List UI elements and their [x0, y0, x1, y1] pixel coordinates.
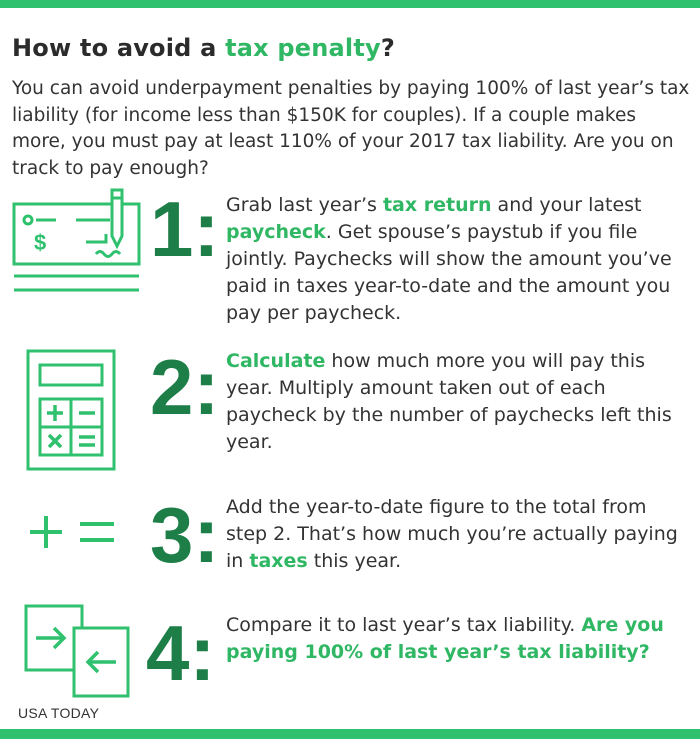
calculator-icon: [26, 349, 118, 473]
step-2-text: [226, 348, 688, 456]
step-1-text: [226, 192, 688, 327]
bottom-accent-bar: [0, 729, 700, 739]
step-text-segment: how much more you will pay this year. Multiply amount taken out of each paycheck by the number of paychecks left this year.: [226, 350, 672, 453]
step-text-segment: Are you paying 100% of last year’s tax liability?: [226, 614, 664, 663]
title-prefix: How to avoid a: [12, 34, 226, 62]
step-4-number: 4:: [146, 609, 216, 697]
intro-paragraph: You can avoid underpayment penalties by paying 100% of last year’s tax liability (for income less than $150K for couples). If a couple makes more, you must pay at least 110% of your 2017 tax liability. Are you on track to pay enough?: [12, 78, 690, 179]
title-suffix: ?: [380, 34, 395, 62]
step-text-segment: Add the year-to-date figure to the total from step 2. That’s how much you’re actually paying in: [226, 496, 678, 572]
step-text-segment: this year.: [307, 550, 402, 572]
step-4-text: [226, 612, 688, 666]
step-text-segment: and your latest: [491, 194, 642, 216]
top-accent-bar: [0, 0, 700, 8]
compare-documents-icon: [24, 604, 130, 700]
step-1-number: 1:: [150, 185, 220, 273]
page-title: [12, 34, 395, 62]
step-text-segment: taxes: [249, 550, 308, 572]
title-highlight: tax penalty: [225, 34, 381, 62]
step-2-number: 2:: [150, 343, 220, 431]
step-text-segment: tax return: [382, 194, 492, 216]
step-text-segment: Compare it to last year’s tax liability.: [226, 614, 582, 636]
step-text-segment: Calculate: [226, 350, 326, 372]
plus-equals-icon: [28, 512, 118, 552]
step-text-segment: Grab last year’s: [226, 194, 383, 216]
step-text-segment: . Get spouse’s paystub if you file jointly. Paychecks will show the amount you’ve paid in taxes year-to-date and the amount you pay per paycheck.: [226, 221, 672, 324]
step-3-number: 3:: [150, 491, 220, 579]
source-credit: USA TODAY: [18, 705, 100, 721]
svg-text:$: $: [34, 230, 47, 255]
step-3-text: [226, 494, 688, 575]
step-text-segment: paycheck: [226, 221, 326, 243]
check-icon: [12, 186, 142, 298]
